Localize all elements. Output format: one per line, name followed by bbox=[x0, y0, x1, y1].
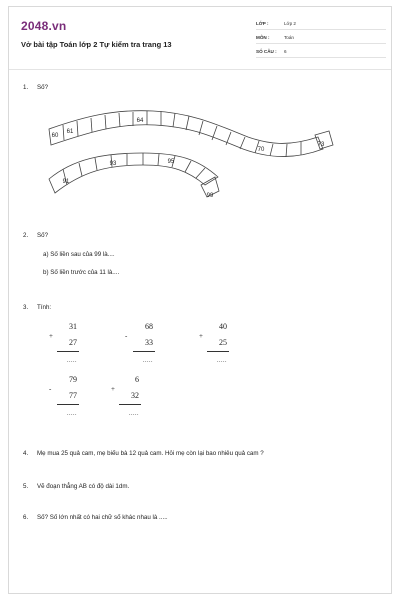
question-2-number: 2. bbox=[23, 232, 29, 239]
site-logo[interactable]: 2048.vn bbox=[21, 19, 67, 33]
meta-count-row bbox=[256, 46, 386, 58]
calc-4-bottom: 77 bbox=[69, 391, 77, 400]
calc-2-result: ..... bbox=[143, 358, 153, 364]
calc-5-top: 6 bbox=[135, 375, 139, 384]
calc-5-operator: + bbox=[111, 385, 115, 393]
calc-2-top: 68 bbox=[145, 322, 153, 331]
question-1-number: 1. bbox=[23, 84, 29, 91]
page-title: Vở bài tập Toán lớp 2 Tự kiểm tra trang 13 bbox=[21, 40, 172, 49]
question-3 bbox=[23, 304, 51, 311]
snake-cell-73: 73 bbox=[317, 142, 325, 148]
calc-3-operator: + bbox=[199, 332, 203, 340]
question-3-number: 3. bbox=[23, 304, 29, 311]
meta-class-label: LỚP : bbox=[256, 21, 269, 26]
calc-5 bbox=[111, 375, 145, 425]
calc-3 bbox=[199, 322, 233, 372]
question-2 bbox=[23, 232, 48, 239]
calc-1-bottom: 27 bbox=[69, 338, 77, 347]
calc-3-bottom: 25 bbox=[219, 338, 227, 347]
question-2b: b) Số liền trước của 11 là.... bbox=[43, 269, 120, 276]
calc-4-result: ..... bbox=[67, 411, 77, 417]
question-2-text: Số? bbox=[37, 232, 49, 239]
snake-upper-band bbox=[49, 111, 323, 157]
question-5 bbox=[23, 483, 129, 490]
question-1-text: Số? bbox=[37, 84, 49, 91]
worksheet-page bbox=[8, 6, 392, 594]
question-3-text: Tính: bbox=[37, 304, 52, 311]
question-4-number: 4. bbox=[23, 450, 29, 457]
snake-cell-99: 99 bbox=[206, 193, 214, 199]
question-6-text: Số? Số lớn nhất có hai chữ số khác nhau là ..... bbox=[37, 514, 168, 521]
calc-1 bbox=[49, 322, 83, 372]
meta-subject-label: MÔN : bbox=[256, 35, 270, 40]
calc-4-top: 79 bbox=[69, 375, 77, 384]
calc-3-top: 40 bbox=[219, 322, 227, 331]
meta-subject-value: Toán bbox=[284, 35, 294, 40]
meta-count-label: SỐ CÂU : bbox=[256, 49, 277, 54]
calc-4-line bbox=[57, 404, 79, 405]
snake-cell-64: 64 bbox=[136, 118, 144, 124]
meta-class-value: Lớp 2 bbox=[284, 21, 296, 26]
question-2a: a) Số liền sau của 99 là.... bbox=[43, 251, 115, 258]
calc-2-operator: - bbox=[125, 332, 128, 340]
question-6 bbox=[23, 514, 168, 521]
question-4-text: Mẹ mua 25 quả cam, mẹ biếu bà 12 quả cam. Hỏi mẹ còn lại bao nhiêu quả cam ? bbox=[37, 450, 264, 457]
calc-5-result: ..... bbox=[129, 411, 139, 417]
calc-5-line bbox=[119, 404, 141, 405]
snake-cell-70: 70 bbox=[257, 147, 265, 153]
calc-3-line bbox=[207, 351, 229, 352]
calc-1-result: ..... bbox=[67, 358, 77, 364]
number-snake-diagram bbox=[43, 107, 343, 202]
header-divider bbox=[9, 69, 391, 70]
calc-2-line bbox=[133, 351, 155, 352]
calc-1-top: 31 bbox=[69, 322, 77, 331]
question-4 bbox=[23, 450, 264, 457]
calc-2 bbox=[125, 322, 159, 372]
meta-count-value: 6 bbox=[284, 49, 287, 54]
snake-cell-60: 60 bbox=[51, 133, 59, 139]
meta-class-row bbox=[256, 18, 386, 30]
calc-5-bottom: 32 bbox=[131, 391, 139, 400]
calc-1-operator: + bbox=[49, 332, 53, 340]
calc-3-result: ..... bbox=[217, 358, 227, 364]
calc-2-bottom: 33 bbox=[145, 338, 153, 347]
calc-1-line bbox=[57, 351, 79, 352]
question-6-number: 6. bbox=[23, 514, 29, 521]
question-1 bbox=[23, 84, 48, 91]
snake-lower-band bbox=[49, 153, 218, 193]
calc-4 bbox=[49, 375, 83, 425]
snake-cell-95: 95 bbox=[167, 159, 175, 165]
question-5-text: Vẽ đoạn thẳng AB có độ dài 1dm. bbox=[37, 483, 130, 490]
snake-cell-91: 91 bbox=[62, 179, 70, 185]
calc-4-operator: - bbox=[49, 385, 52, 393]
snake-cell-61: 61 bbox=[66, 129, 74, 135]
meta-subject-row bbox=[256, 32, 386, 44]
snake-cell-93: 93 bbox=[109, 161, 117, 167]
question-5-number: 5. bbox=[23, 483, 29, 490]
